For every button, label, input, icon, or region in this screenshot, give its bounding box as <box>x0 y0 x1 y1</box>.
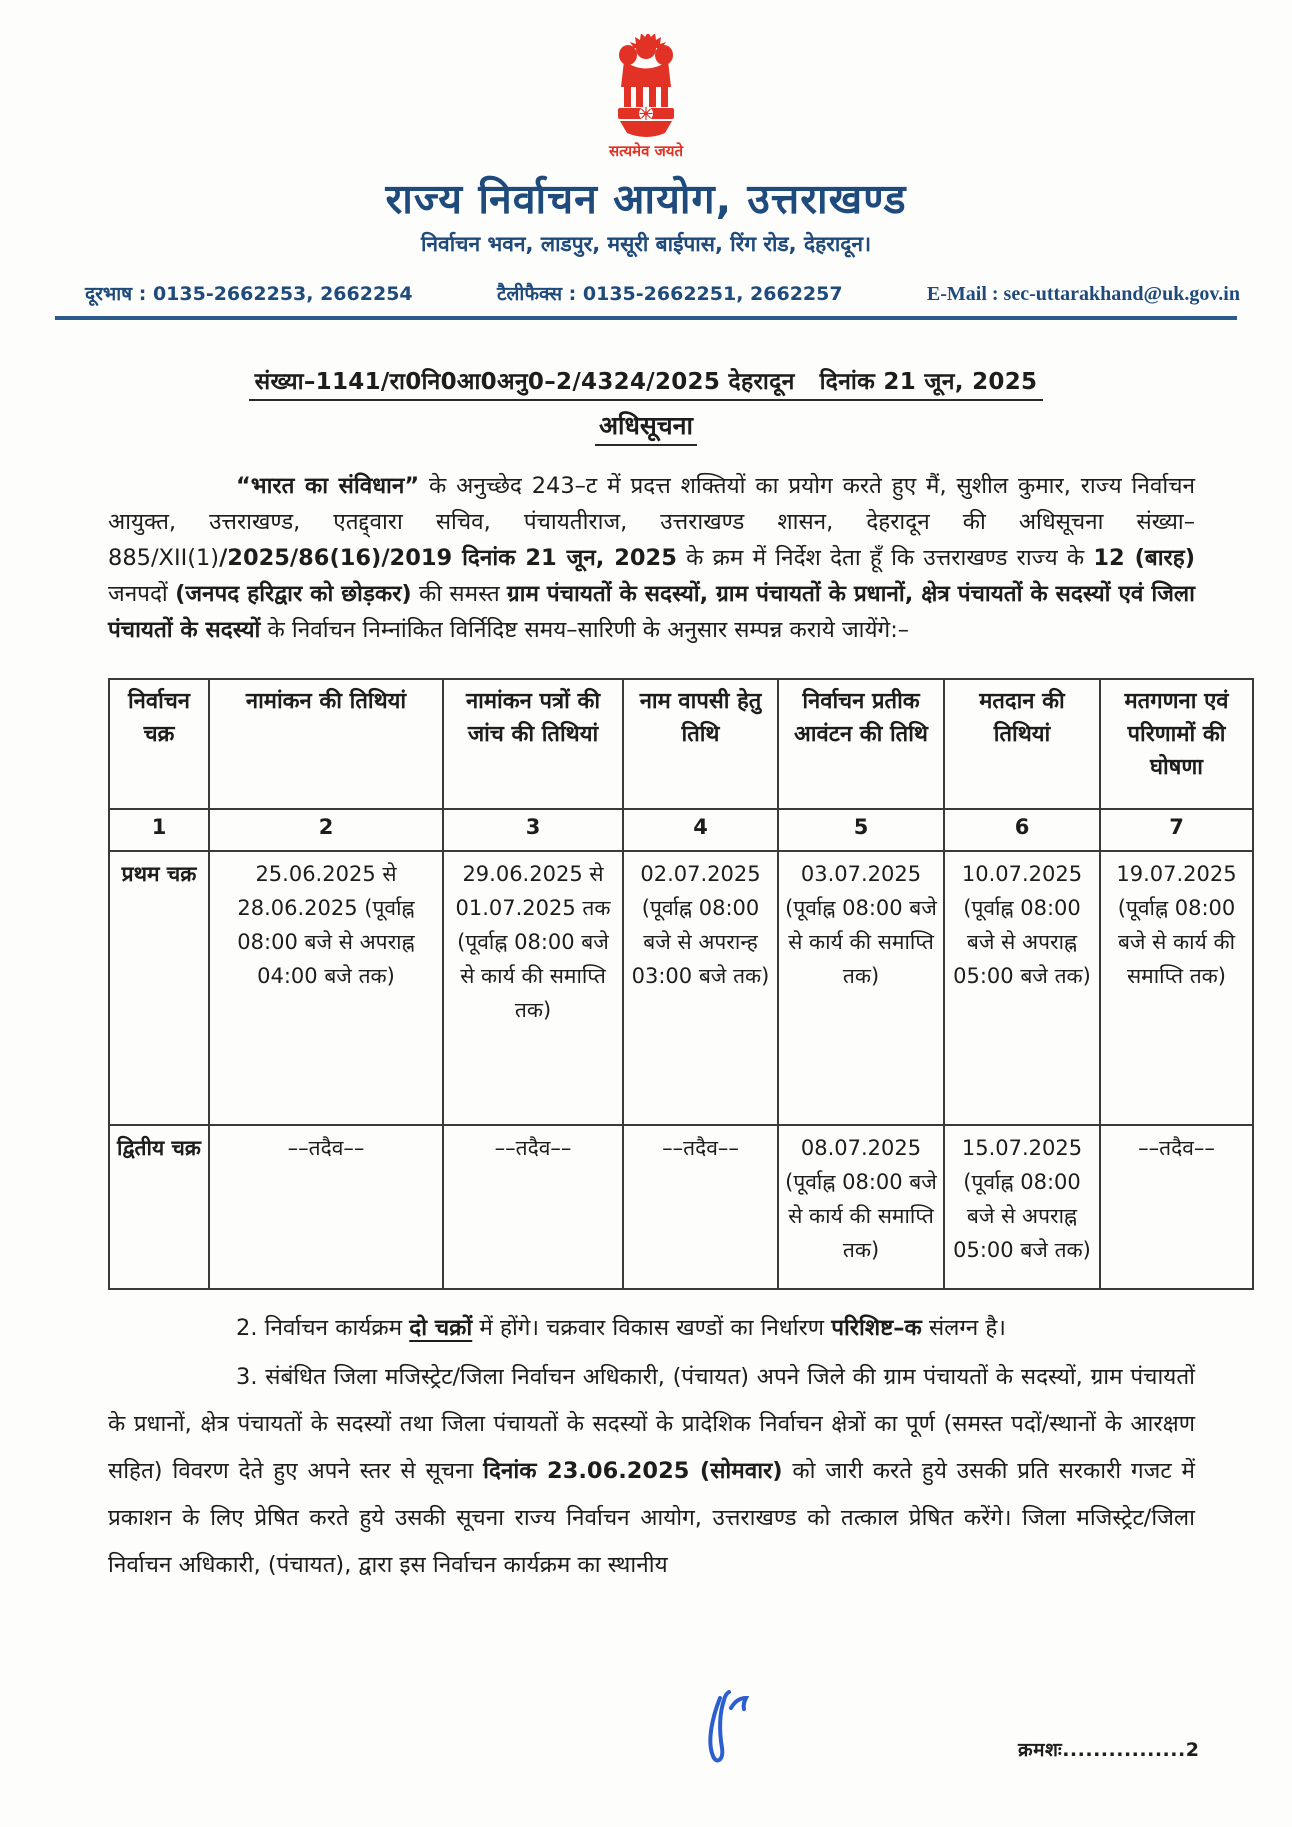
signature-mark <box>698 1686 754 1772</box>
text-segment: /2025/86(16)/2019 दिनांक 21 जून, 2025 <box>219 545 677 571</box>
column-number: 3 <box>443 809 623 851</box>
schedule-cell: 25.06.2025 से 28.06.2025 (पूर्वाह्न 08:00 बजे से अपराह्न 04:00 बजे तक) <box>209 851 443 1125</box>
schedule-cell: 10.07.2025 (पूर्वाह्न 08:00 बजे से अपराह्न 05:00 बजे तक) <box>944 851 1100 1125</box>
phone-number: दूरभाष : 0135-2662253, 2662254 <box>85 283 413 305</box>
column-number: 2 <box>209 809 443 851</box>
org-name: राज्य निर्वाचन आयोग, उत्तराखण्ड <box>385 175 907 223</box>
contact-row <box>0 280 1292 306</box>
text-segment: 2. निर्वाचन कार्यक्रम <box>236 1315 410 1341</box>
schedule-cell: ––तदैव–– <box>443 1125 623 1289</box>
column-number: 6 <box>944 809 1100 851</box>
column-header: नाम वापसी हेतु तिथि <box>623 679 778 809</box>
text-segment: के निर्वाचन निम्नांकित विर्निदिष्ट समय–सारिणी के अनुसार सम्पन्न कराये जायेंगे:– <box>260 617 910 643</box>
text-segment: ग्राम पंचायतों के सदस्यों, ग्राम पंचायतों के प्रधानों, क्षेत्र पंचायतों के सदस्यों एवं जिला पंचायतों के सदस्यों <box>108 581 1195 643</box>
schedule-cell: 29.06.2025 से 01.07.2025 तक (पूर्वाह्न 08:00 बजे से कार्य की समाप्ति तक) <box>443 851 623 1125</box>
cycle-cell: द्वितीय चक्र <box>109 1125 209 1289</box>
text-segment: को जारी करते हुये उसकी प्रति सरकारी गजट में प्रकाशन के लिए प्रेषित करते हुये उसकी सूचना राज्य निर्वाचन आयोग, उत्तराखण्ड को तत्काल प्रेषित करेंगे। जिला मजिस्ट्रेट/जिला निर्वाचन अधिकारी, (पंचायत), द्वारा इस निर्वाचन कार्यक्रम का स्थानीय <box>108 1458 1195 1578</box>
text-segment: जनपदों <box>108 581 176 607</box>
schedule-cell: ––तदैव–– <box>1100 1125 1253 1289</box>
column-header: मतदान की तिथियां <box>944 679 1100 809</box>
table-row <box>109 1125 1253 1289</box>
column-number: 4 <box>623 809 778 851</box>
paragraph-2 <box>108 1306 1195 1350</box>
schedule-table-body <box>109 679 1253 1289</box>
schedule-cell: 08.07.2025 (पूर्वाह्न 08:00 बजे से कार्य की समाप्ति तक) <box>778 1125 944 1289</box>
schedule-cell: 02.07.2025 (पूर्वाह्न 08:00 बजे से अपरान्ह 03:00 बजे तक) <box>623 851 778 1125</box>
org-address: निर्वाचन भवन, लाडपुर, मसूरी बाईपास, रिंग रोड, देहरादून। <box>420 232 872 256</box>
text-segment: में होंगे। चक्रवार विकास खण्डों का निर्धारण <box>472 1315 832 1341</box>
schedule-cell: ––तदैव–– <box>209 1125 443 1289</box>
column-header: नामांकन पत्रों की जांच की तिथियां <box>443 679 623 809</box>
text-segment: (जनपद हरिद्वार को छोड़कर) <box>175 581 412 607</box>
text-segment: परिशिष्ट–क <box>831 1315 922 1341</box>
column-header: निर्वाचन चक्र <box>109 679 209 809</box>
text-segment: 3. संबंधित जिला मजिस्ट्रेट/जिला निर्वाचन अधिकारी, (पंचायत) अपने जिले की ग्राम पंचायतों के सदस्यों, ग्राम पंचायतों के प्रधानों, क्षेत्र पंचायतों के सदस्यों तथा जिला पंचायतों के सदस्यों के प्रादेशिक निर्वाचन क्षेत्रों का पूर्ण (समस्त पदों/स्थानों के आरक्षण सहित) विवरण देते हुए अपने स्तर से सूचना <box>108 1364 1196 1484</box>
schedule-cell: 19.07.2025 (पूर्वाह्न 08:00 बजे से कार्य की समाप्ति तक) <box>1100 851 1253 1125</box>
column-number: 5 <box>778 809 944 851</box>
text-segment: के अनुच्छेद 243–ट में प्रदत्त शक्तियों का प्रयोग करते हुए मैं, सुशील कुमार, राज्य निर्वाचन आयुक्त, उत्तराखण्ड, एतद्द्वारा सचिव, पंचायतीराज, उत्तराखण्ड शासन, देहरादून की अधिसूचना संख्या–885/XII(1) <box>108 473 1195 571</box>
schedule-cell: 15.07.2025 (पूर्वाह्न 08:00 बजे से अपराह्न 05:00 बजे तक) <box>944 1125 1100 1289</box>
email-address: E-Mail : sec-uttarakhand@uk.gov.in <box>926 283 1240 305</box>
fax-number: टैलीफैक्स : 0135-2662251, 2662257 <box>496 283 843 305</box>
table-row <box>109 851 1253 1125</box>
schedule-cell: 03.07.2025 (पूर्वाह्न 08:00 बजे से कार्य की समाप्ति तक) <box>778 851 944 1125</box>
continuation-marker: क्रमशः................2 <box>1018 1739 1200 1761</box>
header-divider <box>55 316 1237 320</box>
text-segment: दिनांक 23.06.2025 (सोमवार) <box>483 1458 783 1484</box>
text-segment: की समस्त <box>411 581 507 607</box>
column-header: नामांकन की तिथियां <box>209 679 443 809</box>
column-number: 7 <box>1100 809 1253 851</box>
text-segment: के क्रम में निर्देश देता हूँ कि उत्तराखण्ड राज्य के <box>676 545 1094 571</box>
column-header: निर्वाचन प्रतीक आवंटन की तिथि <box>778 679 944 809</box>
text-segment: दो चक्रों <box>409 1315 473 1341</box>
text-segment: “भारत का संविधान” <box>236 473 420 499</box>
column-number: 1 <box>109 809 209 851</box>
text-segment: संलग्न है। <box>921 1315 1006 1341</box>
ashoka-emblem-icon <box>0 34 1292 138</box>
column-header: मतगणना एवं परिणामों की घोषणा <box>1100 679 1253 809</box>
schedule-table <box>108 678 1254 1290</box>
table-header-row <box>109 679 1253 809</box>
notice-title: अधिसूचना <box>595 408 697 446</box>
paragraph-1 <box>108 468 1195 648</box>
column-number-row <box>109 809 1253 851</box>
letterhead <box>0 0 1292 320</box>
schedule-cell: ––तदैव–– <box>623 1125 778 1289</box>
reference-line: संख्या–1141/रा0नि0आ0अनु0–2/4324/2025 देहरादून दिनांक 21 जून, 2025 <box>249 364 1044 401</box>
emblem-motto: सत्यमेव जयते <box>608 142 684 160</box>
cycle-cell: प्रथम चक्र <box>109 851 209 1125</box>
paragraph-3 <box>108 1354 1195 1589</box>
text-segment: 12 (बारह) <box>1093 545 1195 571</box>
